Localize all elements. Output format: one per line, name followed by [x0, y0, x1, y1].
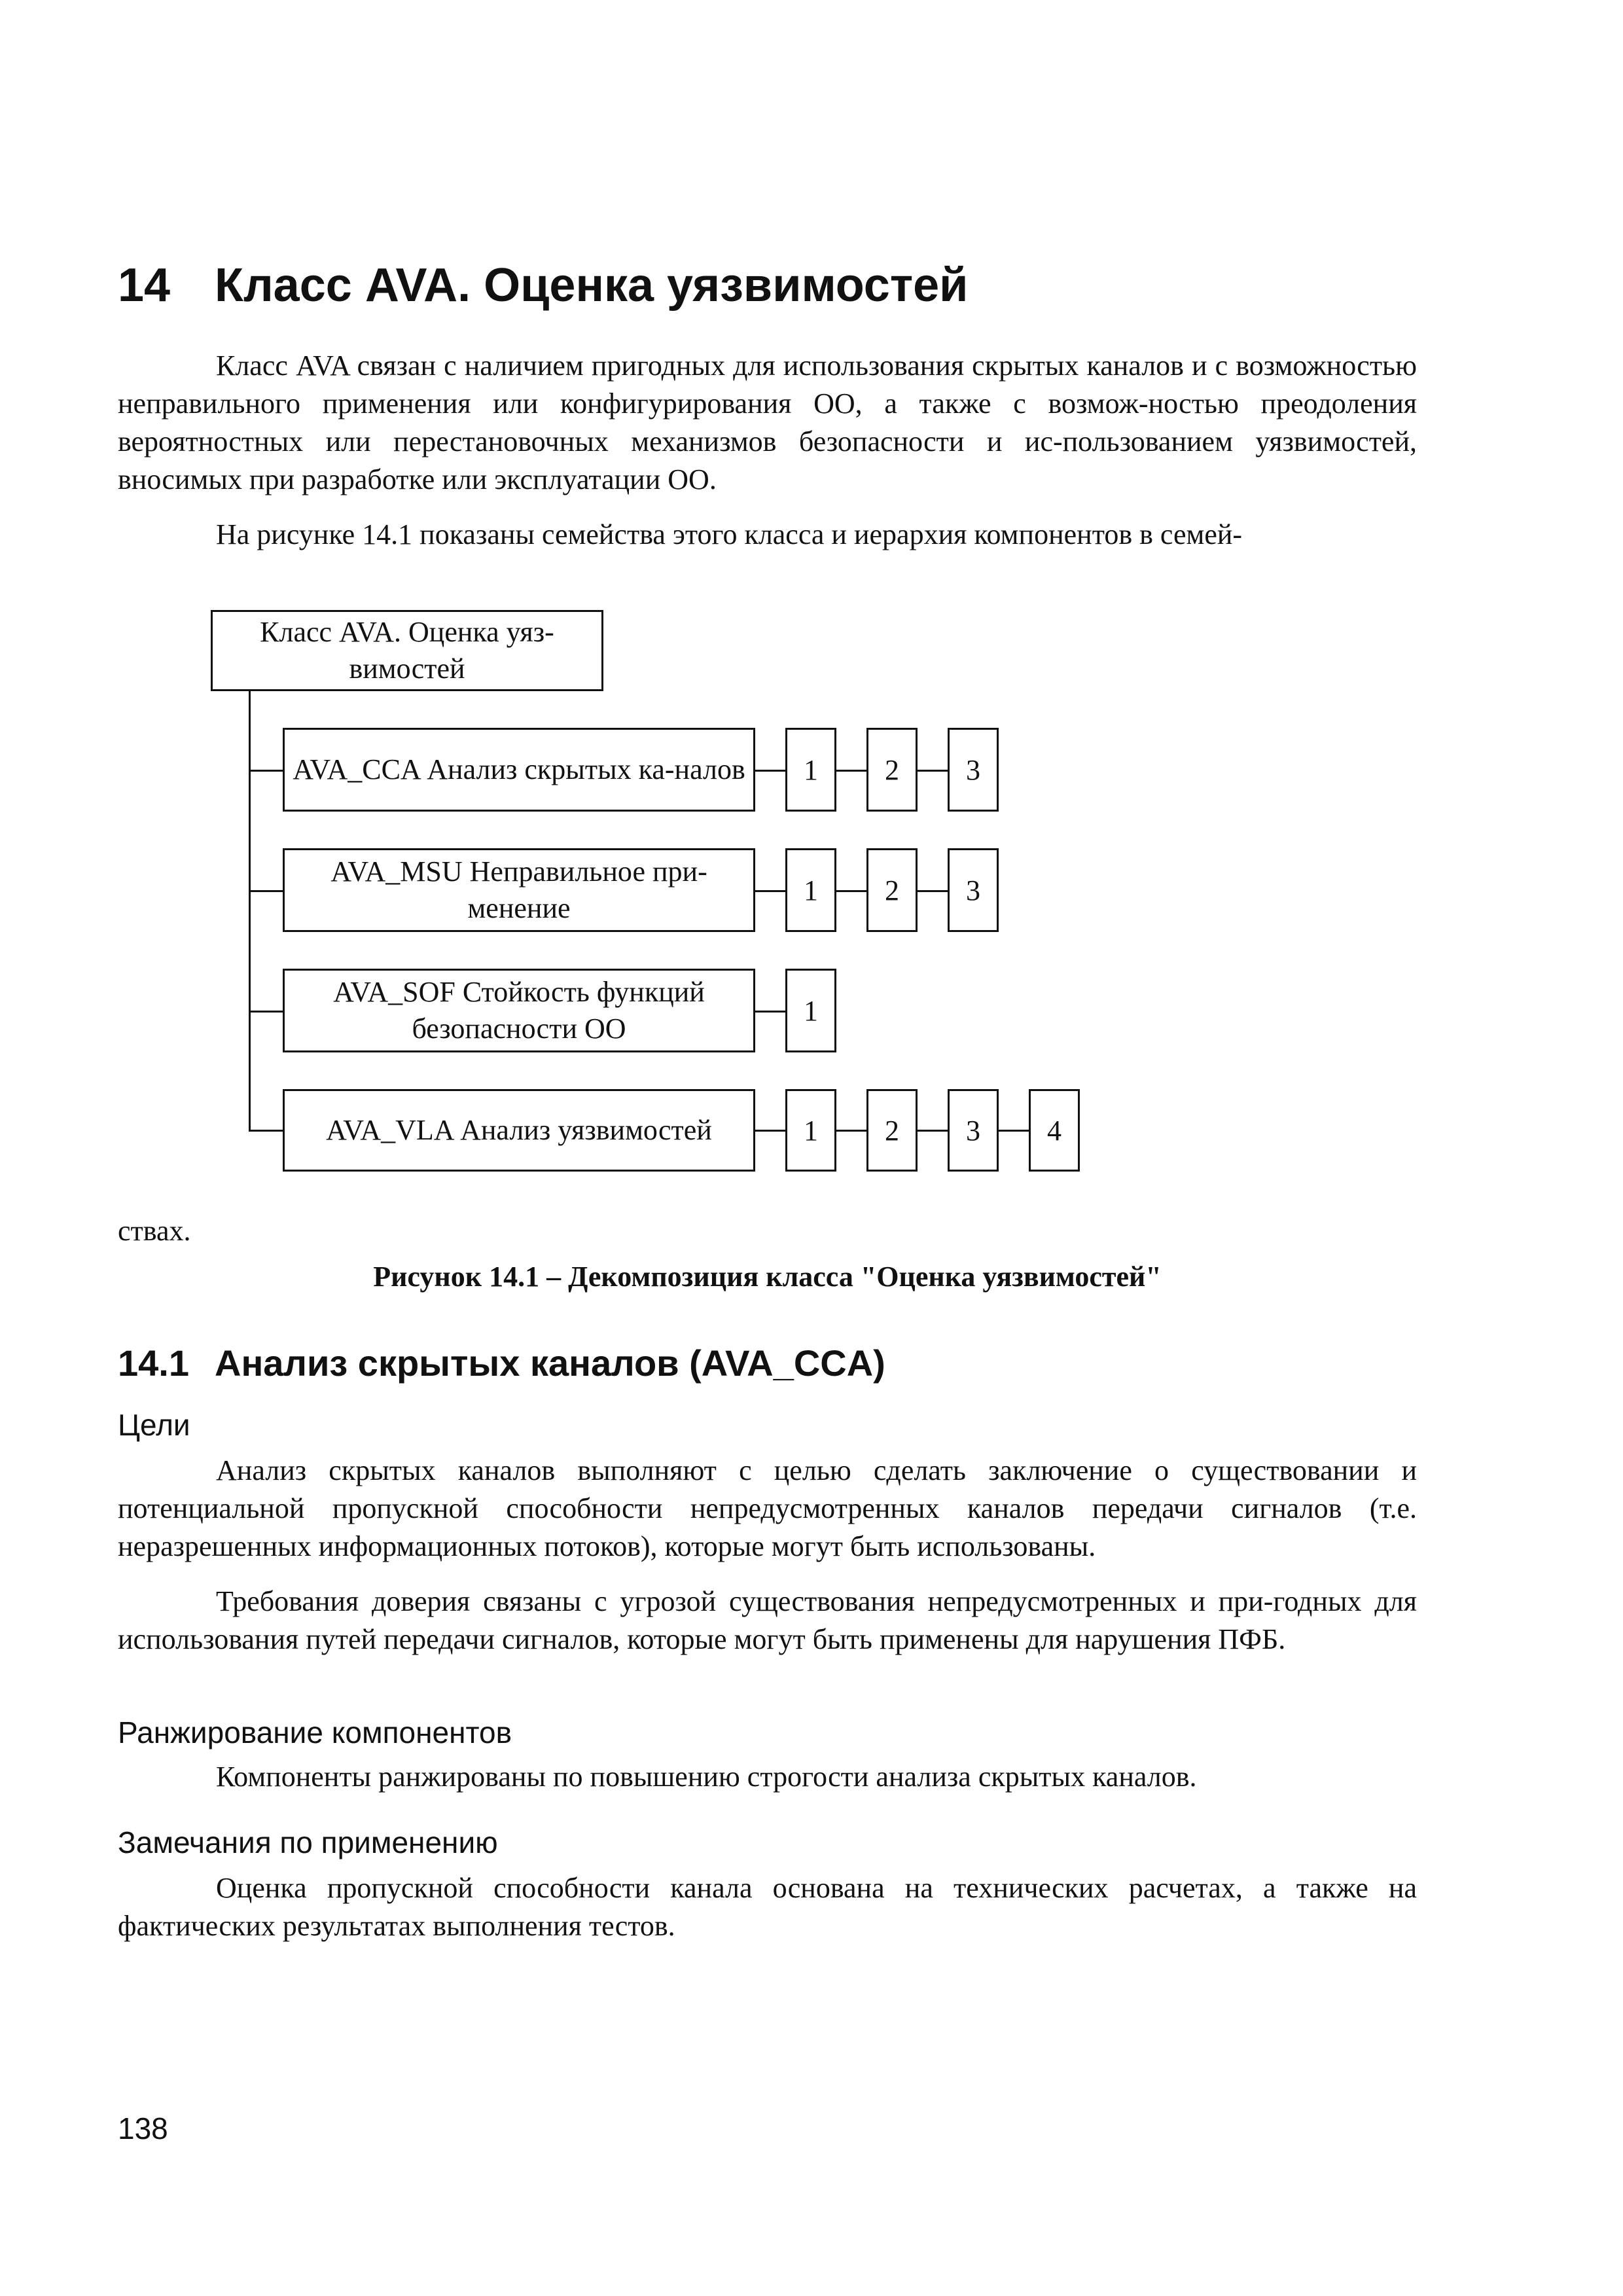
section-heading — [118, 1342, 885, 1384]
chapter-heading — [118, 259, 968, 312]
component-box: 1 — [785, 1089, 836, 1172]
notes-paragraph: Оценка пропускной способности канала основана на технических расчетах, а также на фактических результатах выполнения тестов. — [118, 1872, 1417, 1942]
connector-line — [755, 1130, 785, 1132]
section-title: Анализ скрытых каналов (AVA_CCA) — [215, 1342, 885, 1384]
component-box: 4 — [1029, 1089, 1080, 1172]
connector-line — [755, 890, 785, 892]
family-box-ava-cca — [283, 728, 755, 812]
section-number: 14.1 — [118, 1342, 189, 1384]
family-box-ava-msu — [283, 848, 755, 932]
family-box-ava-vla — [283, 1089, 755, 1172]
ranking-heading: Ранжирование компонентов — [118, 1715, 512, 1749]
figure-root-box — [211, 610, 603, 691]
component-box: 1 — [785, 969, 836, 1052]
connector-line — [918, 1130, 948, 1132]
branch-line — [249, 1130, 285, 1132]
goals-paragraph-1: Анализ скрытых каналов выполняют с целью сделать заключение о существовании и потенциальной пропускной способности непредусмотренных каналов передачи сигналов (т.е. неразрешенных информационных потоков), которые могут быть использованы. — [118, 1454, 1417, 1562]
connector-line — [999, 1130, 1029, 1132]
component-box: 1 — [785, 848, 836, 932]
connector-line — [836, 890, 866, 892]
component-box: 2 — [866, 848, 918, 932]
intro-paragraph-2-start: На рисунке 14.1 показаны семейства этого класса и иерархия компонентов в семей- — [216, 518, 1243, 550]
chapter-title: Класс AVA. Оценка уязвимостей — [215, 259, 969, 312]
goals-heading: Цели — [118, 1408, 190, 1442]
family-label: AVA_CCA Анализ скрытых ка-налов — [293, 753, 745, 785]
goals-paragraph-2: Требования доверия связаны с угрозой существования непредусмотренных и при-годных для использования путей передачи сигналов, которые могут быть применены для нарушения ПФБ. — [118, 1585, 1417, 1655]
connector-line — [918, 890, 948, 892]
component-box: 3 — [948, 728, 999, 812]
intro-paragraph-1: Класс AVA связан с наличием пригодных для использования скрытых каналов и с возможностью неправильного применения или конфигурирования ОО, а также с возмож-ностью преодоления вероятностных или перестановочных механизмов безопасности и ис-пользованием уязвимостей, вносимых при разработке или эксплуатации ОО. — [118, 350, 1417, 495]
component-box: 2 — [866, 728, 918, 812]
component-box: 3 — [948, 1089, 999, 1172]
chapter-number: 14 — [118, 259, 171, 312]
figure-root-label: Класс AVA. Оценка уяз-вимостей — [260, 616, 554, 685]
component-box: 3 — [948, 848, 999, 932]
figure-caption: Рисунок 14.1 – Декомпозиция класса "Оценка уязвимостей" — [373, 1261, 1162, 1293]
notes-heading: Замечания по применению — [118, 1825, 498, 1859]
intro-paragraph-2-end: ствах. — [118, 1215, 191, 1247]
connector-line — [918, 770, 948, 772]
family-label: AVA_SOF Стойкость функций безопасности ОО — [333, 976, 705, 1045]
component-box: 2 — [866, 1089, 918, 1172]
family-label: AVA_VLA Анализ уязвимостей — [326, 1114, 712, 1146]
component-box: 1 — [785, 728, 836, 812]
family-label: AVA_MSU Неправильное при-менение — [330, 855, 707, 924]
page-number: 138 — [118, 2111, 168, 2145]
connector-line — [755, 1011, 785, 1013]
connector-line — [755, 770, 785, 772]
branch-line — [249, 1011, 285, 1013]
ranking-paragraph: Компоненты ранжированы по повышению строгости анализа скрытых каналов. — [216, 1761, 1197, 1793]
family-box-ava-sof — [283, 969, 755, 1052]
connector-line — [836, 1130, 866, 1132]
connector-line — [836, 770, 866, 772]
branch-line — [249, 890, 285, 892]
branch-line — [249, 770, 285, 772]
tree-trunk-line — [249, 691, 251, 1132]
